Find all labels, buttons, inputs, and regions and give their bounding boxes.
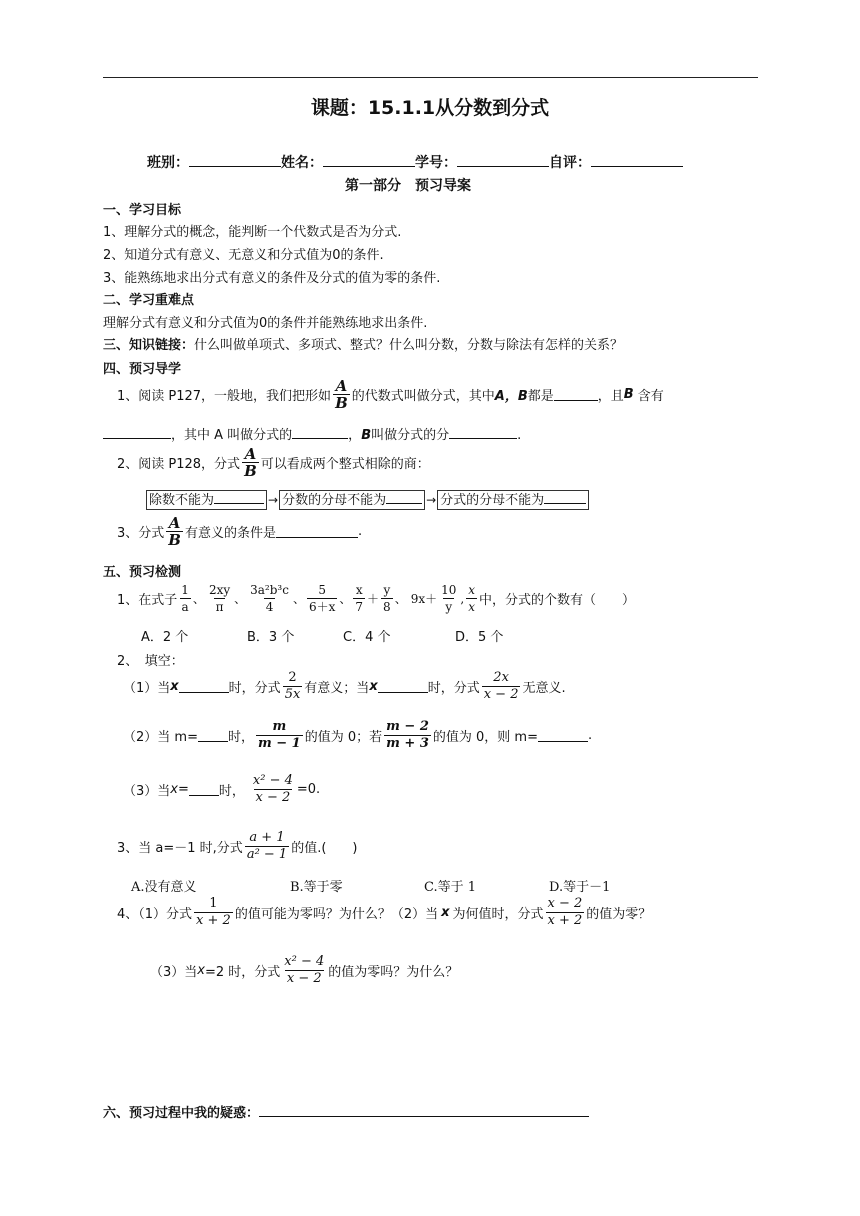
top-rule [103,77,758,78]
q2-3-text-a: （3）当 [123,784,171,799]
var-ab: A，B [494,389,528,404]
blank-q3[interactable] [276,525,358,538]
goal-item-3: 3、能熟练地求出分式有意义的条件及分式的值为零的条件. [103,271,441,286]
den: x − 2 [483,687,519,702]
expr-2x-over-x-2 [482,670,521,703]
test-q1-option-b[interactable]: B．3 个 [247,630,295,645]
q2-1-text-e: 无意义. [522,681,566,696]
num: x [468,583,475,597]
den: m − 1 [257,736,301,751]
goal-item-1: 1、理解分式的概念，能判断一个代数式是否为分式. [103,225,402,240]
test-q2-1-line [123,670,566,703]
test-q1-option-c[interactable]: C．4 个 [343,630,391,645]
num: 10 [441,583,457,597]
goal-item-2: 2、知道分式有意义、无意义和分式值为0的条件. [103,248,384,263]
num: x [355,583,363,597]
den: x + 2 [196,913,231,928]
test-q3-option-c[interactable]: C.等于 1 [424,880,477,895]
test-q3-line [117,830,357,863]
num: m − 2 [386,719,429,734]
expr-1-over-x-2 [194,896,233,929]
den: x − 2 [286,971,322,986]
section4-heading: 四、预习导学 [103,362,182,377]
expr-1-over-a [179,582,191,615]
guide-q1-text-g: ， [348,428,362,443]
test-q2-title: 2、 填空： [117,654,184,669]
guide-q1-text-c: 都是 [527,389,554,404]
expr-3a2b3c-over-4 [248,582,291,615]
blank-q1-2[interactable] [103,426,171,439]
num: x − 2 [547,896,583,911]
blank-q1-1[interactable] [554,388,598,401]
guide-q1-text-e: 含有 [637,389,664,404]
expr-m-2-over-m-3 [384,719,431,752]
test-q1-option-d[interactable]: D．5 个 [455,630,504,645]
den: a² − 1 [246,847,288,862]
section3-heading: 三、知识链接： [103,338,195,353]
guide-q2-text-a: 2、阅读 P128，分式 [117,457,241,472]
blank-q2-2a[interactable] [198,729,228,742]
frac-num: A [335,377,348,395]
chain-box-3 [437,490,589,510]
section2-text: 理解分式有意义和分式值为0的条件并能熟练地求出条件. [103,316,428,331]
q4-text-a: 4、（1）分式 [117,907,193,922]
expr-5-over-6x [307,582,337,615]
den: 8 [383,600,391,614]
q4-text-g: 的值为零吗？为什么？ [328,965,459,980]
expr-9x: 9x＋ [410,592,438,606]
guide-q3-end: . [357,524,363,539]
expr-x2-4-over-x-2 [251,773,295,806]
box1-text: 除数不能为 [149,493,215,508]
fraction-a-over-b-2 [242,446,259,479]
num: 2 [288,670,297,685]
q3-text-a: 3、当 a=－1 时,分式 [117,841,243,856]
name-label: 姓名： [281,155,323,171]
frac-num: A [168,514,181,532]
num: 1 [209,896,218,911]
arrow-right-icon: → [426,493,437,507]
expr-10-over-y [439,582,458,615]
id-label: 学号： [415,155,457,171]
q2-3-text-b: 时， [218,784,245,799]
num: 2xy [208,583,231,597]
guide-q1-text-f: ，其中 A 叫做分式的 [171,428,293,443]
expr-x-over-x [466,582,477,615]
guide-q1-line2 [103,424,521,443]
guide-q1-text-a: 1、阅读 P127，一般地，我们把形如 [117,389,332,404]
fraction-a-over-b [333,378,350,411]
test-q4-line2 [150,954,458,987]
section6-line [103,1102,589,1121]
guide-q3-text-a: 3、分式 [117,526,165,541]
expr-x-2-over-x-2 [546,896,585,929]
id-blank[interactable] [457,154,549,167]
frac-den: B [168,531,181,549]
blank-q1-3[interactable] [292,426,348,439]
expr-m-over-m-1 [256,719,303,752]
box2-text: 分数的分母不能为 [282,493,387,508]
blank-q2-1b[interactable] [378,680,428,693]
q2-1-text-c: 有意义；当 [304,681,370,696]
frac-den: B [244,462,257,480]
frac-num: A [244,445,257,463]
expr-x2-4-over-x-2-b [282,954,326,987]
var-b-2: B [361,428,372,443]
q2-2-text-a: （2）当 m= [123,730,198,745]
num: x² − 4 [252,773,293,788]
box3-text: 分式的分母不能为 [440,493,545,508]
test-q2-3-line [123,773,320,806]
doubts-blank[interactable] [259,1104,589,1117]
guide-q1-text-b: 的代数式叫做分式，其中 [351,389,495,404]
num: a + 1 [249,830,285,845]
den: x + 2 [547,913,583,928]
den: 7 [355,600,364,614]
den: m + 3 [386,736,429,751]
den: a [181,600,189,614]
var-x: x [197,963,205,978]
q4-text-e: （3）当 [150,965,198,980]
guide-q1-text-d: ，且 [597,389,624,404]
class-blank[interactable] [189,154,281,167]
test-q3-option-d[interactable]: D.等于－1 [549,880,611,895]
frac-den: B [335,394,348,412]
den: 6＋x [308,600,336,614]
section3-text: 什么叫做单项式、多项式、整式？什么叫分数，分数与除法有怎样的关系？ [194,338,624,353]
division-chain [146,490,589,510]
test-q1-suffix: 中，分式的个数有（ ） [479,593,636,608]
section2-heading: 二、学习重难点 [103,293,195,308]
q2-2-text-e: . [587,728,593,743]
section5-heading: 五、预习检测 [103,565,182,580]
num: 3a²b³c [250,583,289,597]
q2-1-text-d: 时，分式 [427,681,480,696]
num: x² − 4 [284,954,325,969]
var-x: x [369,679,378,694]
guide-q3-line [117,515,362,548]
test-q1-option-a[interactable]: A．2 个 [141,630,189,645]
den: y [445,600,453,614]
box1-blank[interactable] [214,491,264,504]
test-q1-prefix: 1、在式子 [117,593,178,608]
eval-label: 自评： [549,155,591,171]
den: 5x [284,687,301,702]
section6-heading: 六、预习过程中我的疑惑： [103,1106,260,1121]
var-x-eq: x= [170,782,189,797]
box2-blank[interactable] [386,491,422,504]
den: x [468,600,475,614]
test-q3-option-b[interactable]: B.等于零 [290,880,343,895]
q4-text-c: 为何值时，分式 [452,907,544,922]
test-q1-line: 1、在式子 $\frac{1}{a}$ 、 $\frac{2xy}{\pi}$ 、 $\frac{\text{3a²b³c}}{4}$ 、 $\frac{5}{6+x}$ 、 $\frac{x}{7}$ ＋ $\frac{y}{8}$ 、 9x＋ $\frac{10}{y}$ , $\frac{x}{x}$ 中，分式的个数有（ ） [117,583,636,614]
chain-box-2 [279,490,425,510]
eval-blank[interactable] [591,154,683,167]
q2-3-text-c: =0. [296,782,321,797]
fraction-a-over-b-3 [166,515,183,548]
section1-heading: 一、学习目标 [103,203,182,218]
guide-q1-text-h: 叫做分式的分 [371,428,450,443]
den: 4 [265,600,274,614]
name-blank[interactable] [323,154,415,167]
blank-q1-4[interactable] [449,426,517,439]
q2-1-text-a: （1）当 [123,681,171,696]
guide-q2-text-b: 可以看成两个整式相除的商： [260,457,430,472]
q4-text-b: 的值可能为零吗？为什么？（2）当 [234,907,439,922]
var-x: x [441,905,450,920]
num: 5 [318,583,326,597]
var-b: B [623,387,634,402]
num: y [383,583,391,597]
q2-2-text-b: 时， [227,730,254,745]
q2-2-text-c: 的值为 0；若 [304,730,383,745]
num: m [272,719,287,734]
guide-q1-line1 [117,378,664,411]
box3-blank[interactable] [544,491,586,504]
guide-q2-line [117,446,430,479]
plus-sign: ＋ [367,592,380,606]
expr-2xy-over-pi [207,582,232,615]
q4-text-d: 的值为零？ [586,907,652,922]
q2-1-text-b: 时，分式 [228,681,281,696]
student-info-line [147,152,683,172]
page-title: 课题：15.1.1从分数到分式 [310,97,550,119]
expr-x-over-7 [353,582,365,615]
q3-text-b: 的值.( ) [291,841,358,856]
expr-y-over-8 [381,582,393,615]
blank-q2-3[interactable] [189,783,219,796]
q2-2-text-d: 的值为 0，则 m= [432,730,538,745]
expr-a1-over-a2-1 [245,830,289,863]
class-label: 班别： [147,155,189,171]
blank-q2-2b[interactable] [538,729,588,742]
den: x − 2 [255,790,291,805]
var-x: x [170,679,179,694]
test-q3-option-a[interactable]: A.没有意义 [131,880,197,895]
blank-q2-1a[interactable] [179,680,229,693]
test-q2-2-line [123,719,592,752]
num: 1 [181,583,189,597]
section3-line [103,334,623,353]
expr-2-over-5x [283,670,303,703]
num: 2x [493,670,509,685]
part-heading: 第一部分 预习导案 [345,178,471,194]
guide-q1-end: . [517,428,522,443]
den: π [215,600,224,614]
guide-q3-text-b: 有意义的条件是 [184,526,276,541]
q4-text-f: =2 时，分式 [204,965,281,980]
arrow-right-icon: → [268,493,279,507]
test-q4-line1 [117,896,651,929]
chain-box-1 [146,490,267,510]
